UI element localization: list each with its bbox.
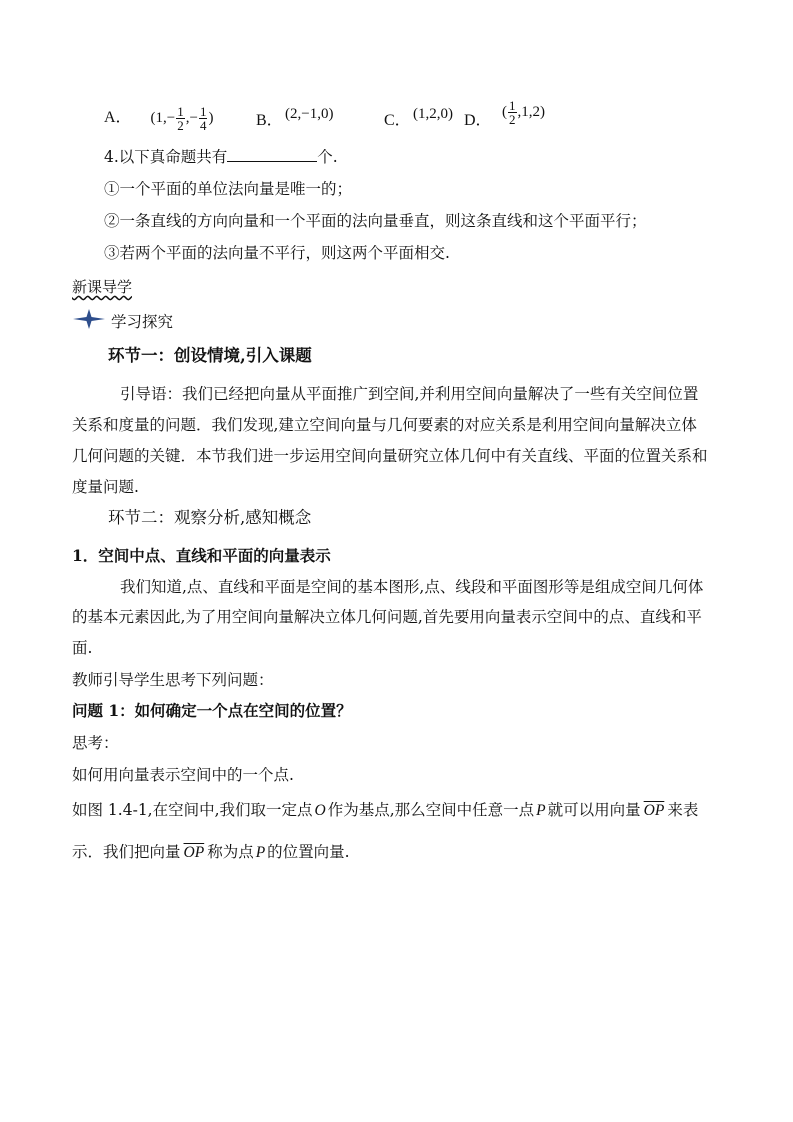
option-c-value: (1,2,0): [413, 106, 453, 122]
para1-line-2: 的基本元素因此,为了用空间向量解决立体几何问题,首先要用向量表示空间中的点、直线和平: [72, 608, 702, 626]
para1-line-3: 面.: [72, 639, 93, 657]
vector-op: $\overline{OP}$: [643, 802, 665, 819]
question-4: 4.以下真命题共有 个.: [104, 148, 338, 166]
explore-label: 学习探究: [110, 313, 173, 331]
question-1: 问题 1：如何确定一个点在空间的位置？: [72, 701, 352, 720]
four-point-star-icon: [72, 308, 106, 334]
point-o: O: [314, 802, 326, 819]
think-label: 思考：: [72, 734, 119, 752]
option-d-label: D．: [464, 112, 492, 129]
intro-line-2: 关系和度量的问题．我们发现,建立空间向量与几何要素的对应关系是利用空间向量解决立体: [72, 416, 697, 434]
intro-line-3: 几何问题的关键．本节我们进一步运用空间向量研究立体几何中有关直线、平面的位置关系和: [72, 447, 708, 465]
intro-line-4: 度量问题.: [72, 478, 139, 496]
option-c-label: C．: [384, 112, 411, 129]
fraction-a2: $\frac{1}{4}$: [199, 104, 207, 134]
option-a-value: (1,− $\frac{1}{2}$ ,− $\frac{1}{4}$ ): [150, 104, 214, 134]
vector-op-2: $\overline{OP}$: [183, 844, 205, 861]
option-b-value: (2,−1,0): [285, 106, 334, 122]
step-1-heading: 环节一：创设情境,引入课题: [108, 346, 312, 365]
section-heading-1: 1．空间中点、直线和平面的向量表示: [72, 546, 331, 565]
option-d-value: ( $\frac{1}{2}$ ,1,2): [502, 98, 545, 127]
options-row: [104, 104, 213, 132]
fraction-a1: $\frac{1}{2}$: [177, 104, 184, 134]
option-b-label: B．: [256, 112, 283, 129]
point-p-2: P: [255, 844, 266, 861]
point-p: P: [536, 802, 546, 819]
figure-ref-line-2: 示．我们把向量 $\overline{OP}$ 称为点 P 的位置向量.: [72, 843, 350, 861]
step-2-heading: 环节二：观察分析,感知概念: [108, 508, 312, 527]
option-a-label: A．: [104, 109, 132, 126]
q4-item-3: ③若两个平面的法向量不平行，则这两个平面相交.: [104, 244, 450, 262]
fraction-d: $\frac{1}{2}$: [509, 98, 516, 127]
figure-ref-line-1: 如图 1.4-1,在空间中,我们取一定点 O 作为基点,那么空间中任意一点 P 就可以用向量 $\overline{OP}$ 来表: [72, 801, 699, 819]
answer-blank: [227, 147, 317, 162]
para1-line-1: 我们知道,点、直线和平面是空间的基本图形,点、线段和平面图形等是组成空间几何体: [120, 578, 704, 596]
new-lesson-heading: 新课导学: [72, 278, 133, 296]
intro-line-1: 引导语：我们已经把向量从平面推广到空间,并利用空间向量解决了一些有关空间位置: [120, 385, 699, 403]
q4-item-1: ①一个平面的单位法向量是唯一的；: [104, 180, 353, 198]
q4-item-2: ②一条直线的方向向量和一个平面的法向量垂直，则这条直线和这个平面平行；: [104, 212, 647, 230]
teacher-guide: 教师引导学生思考下列问题：: [72, 671, 274, 689]
how-line: 如何用向量表示空间中的一个点.: [72, 766, 294, 784]
explore-row: [72, 308, 173, 334]
